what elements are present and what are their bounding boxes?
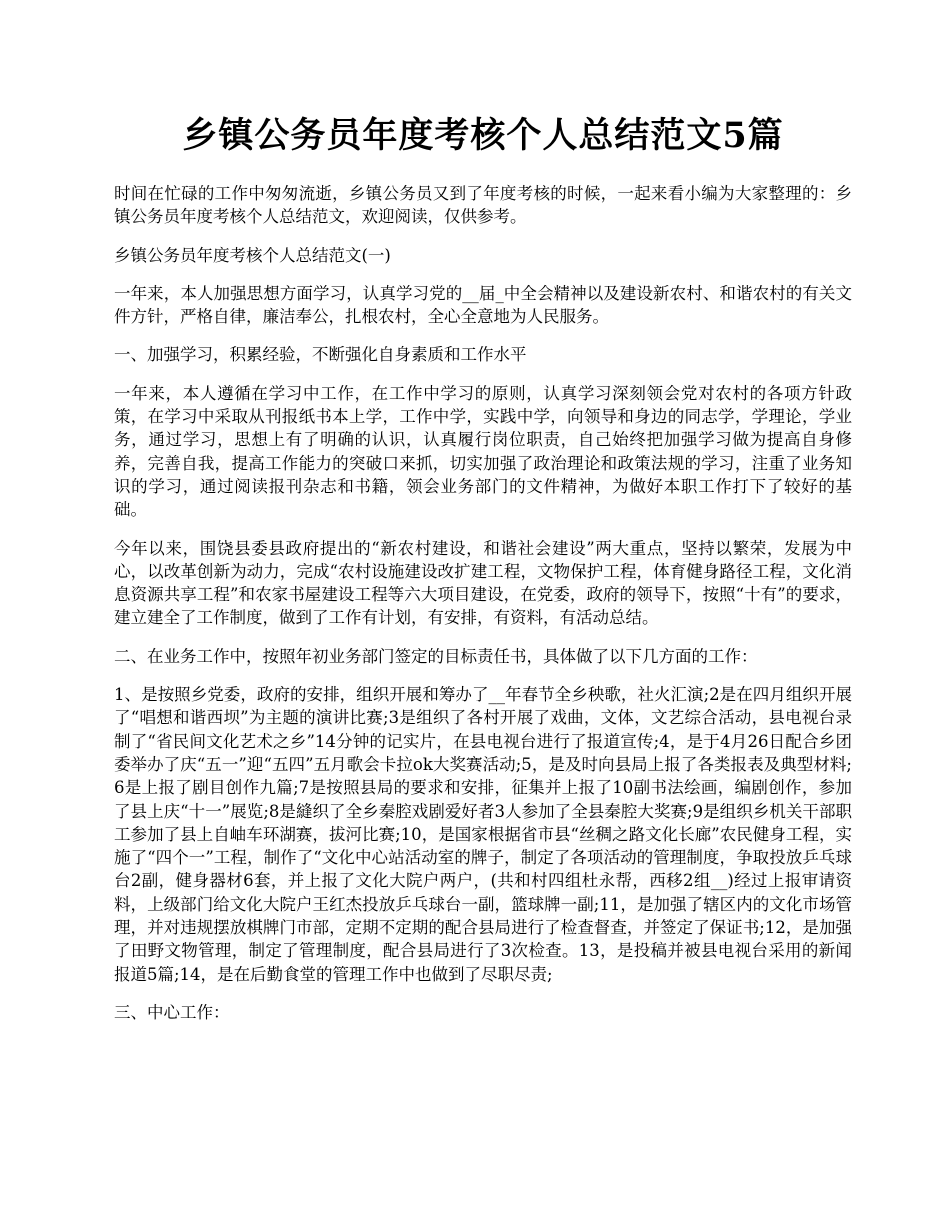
body-paragraph: 1、是按照乡党委，政府的安排，组织开展和筹办了__年春节全乡秧歌，社火汇演;2是在四月组织开展了“唱想和谐西坝”为主题的演讲比赛;3是组织了各村开展了戏曲，文体，文艺综合活动，县电视台录制了“省民间文化艺术之乡”14分钟的记实片，在县电视台进行了报道宣传;4，是于4月26日配合乡团委举办了庆“五一”迎“五四”五月歌会卡拉ok大奖赛活动;5，是及时向县局上报了各类报表及典型材料;6是上报了剧目创作九篇;7是按照县局的要求和安排，征集并上报了10副书法绘画，编剧创作，参加了县上庆“十一”展览;8是縫织了全乡秦腔戏剧爱好者3人参加了全县秦腔大奖赛;9是组织乡机关干部职工参加了县上自岫车环湖赛，拔河比赛;10，是国家根据省市县“丝稠之路文化长廊”农民健身工程，实施了“四个一”工程，制作了“文化中心站活动室的牌子，制定了各项活动的管理制度，争取投放乒乓球台2副，健身器材6套，并上报了文化大院户两户，(共和村四组杜永帮，西移2组__)经过上报审请资料，上级部门给文化大院户王红杰投放乒乓球台一副，篮球牌一副;11，是加强了辖区内的文化市场管理，并对违规摆放棋牌门市部，定期不定期的配合县局进行了检查督查，并签定了保证书;12，是加强了田野文物管理，制定了管理制度，配合县局进行了3次检查。13，是投稿并被县电视台采用的新闻报道5篇;14，是在后勤食堂的管理工作中也做到了尽职尽责; — [114, 685, 852, 984]
subheading-central-work: 三、中心工作： — [114, 1002, 230, 1022]
document-title: 乡镇公务员年度考核个人总结范文5篇 — [182, 115, 784, 156]
intro-paragraph: 时间在忙碌的工作中匆匆流逝，乡镇公务员又到了年度考核的时候，一起来看小编为大家整理的：乡镇公务员年度考核个人总结范文，欢迎阅读，仅供参考。 — [114, 184, 852, 227]
document-page — [114, 112, 852, 1039]
subheading-business-work: 二、在业务工作中，按照年初业务部门签定的目标责任书，具体做了以下几方面的工作： — [114, 646, 758, 666]
body-paragraph: 一年来，本人加强思想方面学习，认真学习党的__届_中全会精神以及建设新农村、和谐农村的有关文件方针，严格自律，廉洁奉公，扎根农村，全心全意地为人民服务。 — [114, 283, 852, 327]
body-paragraph: 一年来，本人遵循在学习中工作，在工作中学习的原则，认真学习深刻领会党对农村的各项方针政策，在学习中采取从刊报纸书本上学，工作中学，实践中学，向领导和身边的同志学，学理论，学业务，通过学习，思想上有了明确的认识，认真履行岗位职责，自己始终把加强学习做为提高自身修养，完善自我，提高工作能力的突破口来抓，切实加强了政治理论和政策法规的学习，注重了业务知识的学习，通过阅读报刊杂志和书籍，领会业务部门的文件精神，为做好本职工作打下了较好的基础。 — [114, 383, 852, 520]
subheading-study: 一、加强学习，积累经验，不断强化自身素质和工作水平 — [114, 345, 527, 365]
section-heading-one: 乡镇公务员年度考核个人总结范文(一) — [114, 245, 391, 265]
body-paragraph: 今年以来，围饶县委县政府提出的“新农村建设，和谐社会建设”两大重点，坚持以繁荣，发展为中心，以改革创新为动力，完成“农村设施建设改扩建工程，文物保护工程，体育健身路径工程，文化消息资源共享工程”和农家书屋建设工程等六大项目建设，在党委，政府的领导下，按照“十有”的要求，建立建全了工作制度，做到了工作有计划，有安排，有资料，有活动总结。 — [114, 538, 852, 628]
